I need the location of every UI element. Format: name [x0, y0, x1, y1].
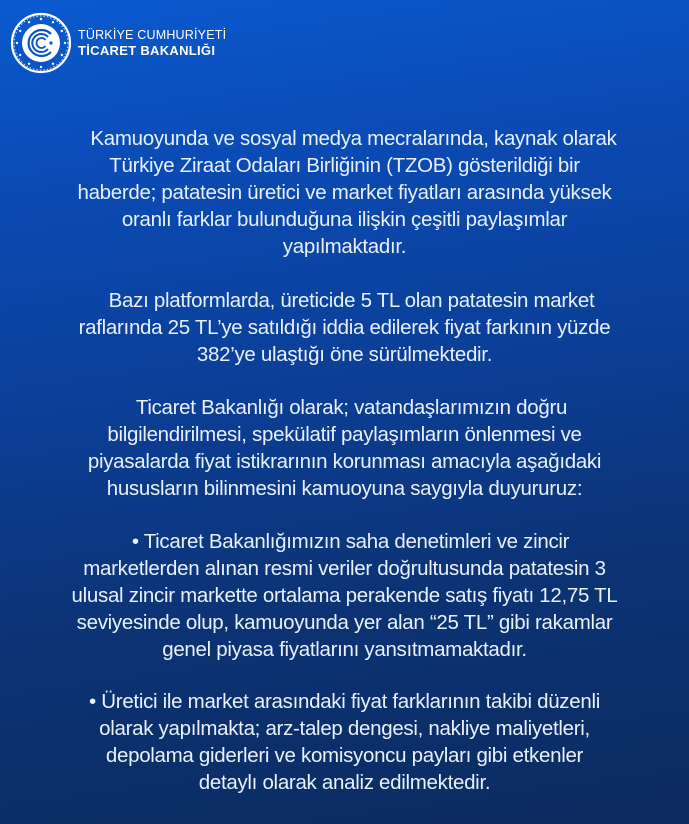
brand-title-line2: TİCARET BAKANLIĞI	[78, 43, 216, 58]
brand-title-line1: TÜRKİYE CUMHURİYETİ	[78, 28, 227, 42]
text-line: 382’ye ulaştığı öne sürülmektedir.	[196, 343, 493, 366]
text-line: hususların bilinmesini kamuoyuna saygıyla duyururuz:	[106, 477, 583, 500]
ministry-emblem-icon	[10, 12, 72, 74]
ministry-name	[78, 28, 226, 58]
text-line: Türkiye Ziraat Odaları Birliğinin (TZOB) gösterildiği bir	[109, 154, 580, 177]
text-line: oranlı farklar bulunduğuna ilişkin çeşitli paylaşımlar	[121, 208, 568, 231]
text-line: marketlerden alınan resmi veriler doğrultusunda patatesin 3	[83, 557, 606, 580]
text-line: raflarında 25 TL’ye satıldığı iddia edilerek fiyat farkının yüzde	[78, 316, 611, 339]
text-line: genel piyasa fiyatlarını yansıtmamaktadır.	[162, 638, 527, 661]
header	[10, 12, 226, 74]
text-line: ulusal zincir markette ortalama perakende satış fiyatı 12,75 TL	[71, 584, 618, 607]
text-line: • Ticaret Bakanlığımızın saha denetimleri ve zincir	[131, 530, 570, 553]
text-line: haberde; patatesin üretici ve market fiyatları arasında yüksek	[77, 181, 612, 204]
text-line: • Üretici ile market arasındaki fiyat farklarının takibi düzenli	[89, 690, 600, 713]
text-line: yapılmaktadır.	[282, 235, 407, 258]
bullet-point-1	[0, 528, 689, 663]
text-line: piyasalarda fiyat istikrarının korunması amacıyla aşağıdaki	[87, 450, 602, 473]
text-line: seviyesinde olup, kamuoyunda yer alan “25 TL” gibi rakamlar	[76, 611, 613, 634]
text-line: Bazı platformlarda, üreticide 5 TL olan patatesin market	[108, 289, 595, 312]
text-line: depolama giderleri ve komisyoncu payları gibi etkenler	[105, 744, 584, 767]
bullet-point-2	[0, 688, 689, 796]
paragraph-intro	[0, 125, 689, 260]
text-line: bilgilendirilmesi, spekülatif paylaşımların önlenmesi ve	[107, 423, 582, 446]
text-line: olarak yapılmakta; arz-talep dengesi, nakliye maliyetleri,	[99, 717, 590, 740]
text-line: detaylı olarak analiz edilmektedir.	[198, 771, 491, 794]
paragraph-claim	[0, 287, 689, 368]
text-line: Ticaret Bakanlığı olarak; vatandaşlarımızın doğru	[135, 396, 568, 419]
paragraph-statement	[0, 394, 689, 502]
text-line: Kamuoyunda ve sosyal medya mecralarında, kaynak olarak	[90, 127, 617, 150]
